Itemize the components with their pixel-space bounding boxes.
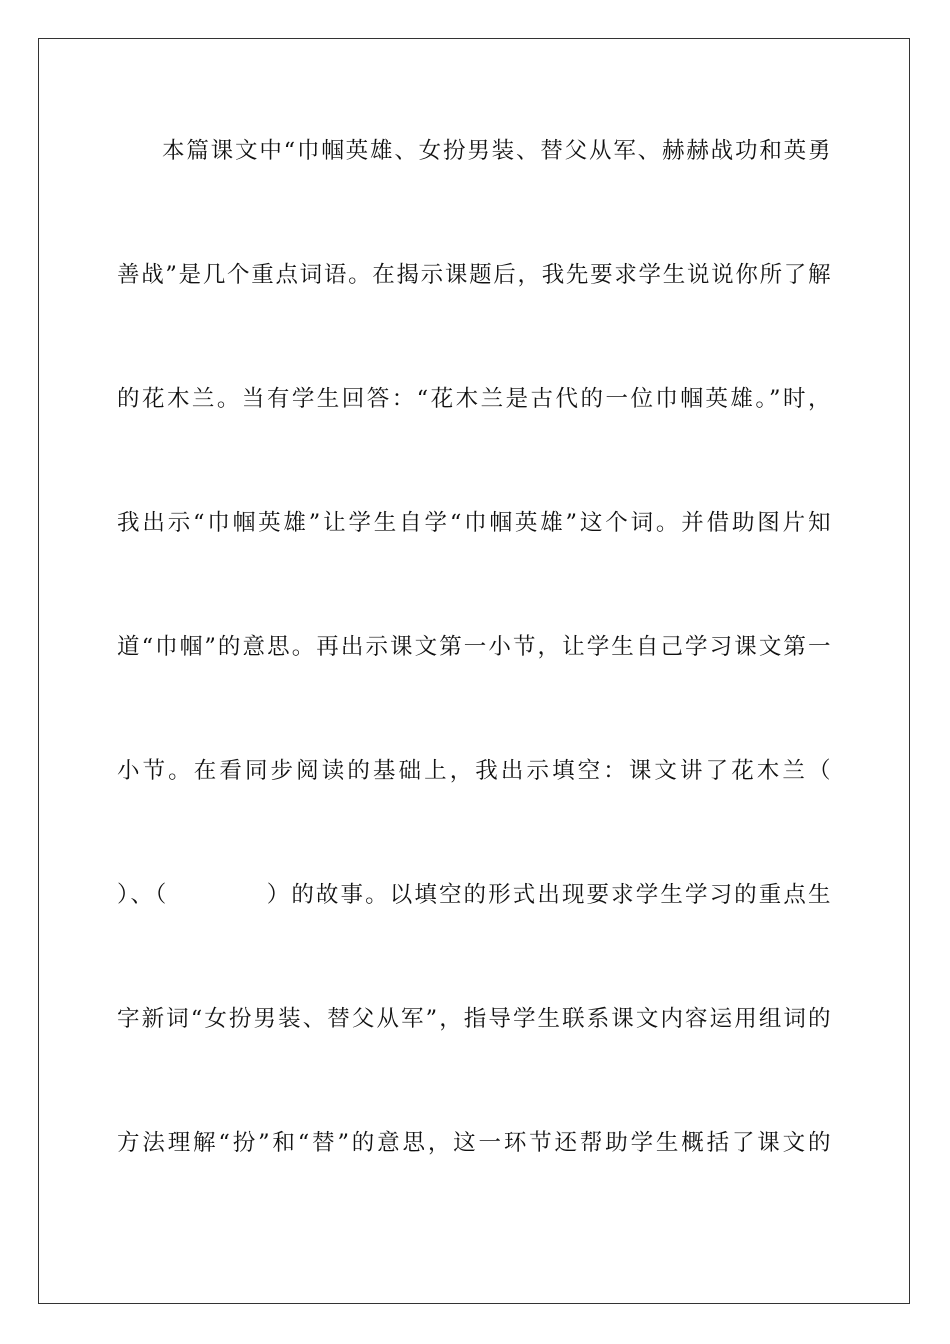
page-border [38,38,910,1304]
paragraph-line-7: ）、（ ）的故事。以填空的形式出现要求学生学习的重点生 [117,882,831,908]
paragraph-line-6: 小节。在看同步阅读的基础上，我出示填空：课文讲了花木兰（ [117,758,831,784]
paragraph-line-1: 本篇课文中“巾帼英雄、女扮男装、替父从军、赫赫战功和英勇 [162,138,831,164]
paragraph-line-5: 道“巾帼”的意思。再出示课文第一小节，让学生自己学习课文第一 [117,634,831,660]
paragraph-line-4: 我出示“巾帼英雄”让学生自学“巾帼英雄”这个词。并借助图片知 [117,510,831,536]
paragraph-line-8: 字新词“女扮男装、替父从军”，指导学生联系课文内容运用组词的 [117,1006,831,1032]
paragraph-line-9: 方法理解“扮”和“替”的意思，这一环节还帮助学生概括了课文的 [117,1130,831,1156]
paragraph-line-3: 的花木兰。当有学生回答：“花木兰是古代的一位巾帼英雄。”时， [117,386,831,412]
paragraph-line-2: 善战”是几个重点词语。在揭示课题后，我先要求学生说说你所了解 [117,262,831,288]
